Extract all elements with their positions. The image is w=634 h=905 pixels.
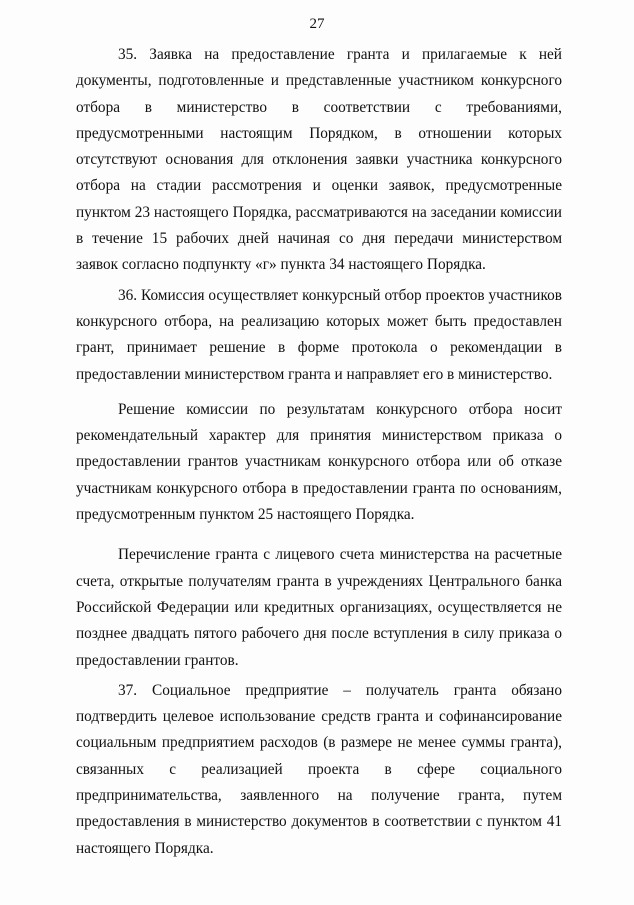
document-body bbox=[76, 42, 562, 862]
paragraph-35: 35. Заявка на предоставление гранта и прилагаемые к ней документы, подготовленные и представленные участником конкурсного отбора в министерство в соответствии с требованиями, предусмотренными настоящим Порядком, в отношении которых отсутствуют основания для отклонения заявки участника конкурсного отбора на стадии рассмотрения и оценки заявок, предусмотренные пунктом 23 настоящего Порядка, рассматриваются на заседании комиссии в течение 15 рабочих дней начиная со дня передачи министерством заявок согласно подпункту «г» пункта 34 настоящего Порядка. bbox=[76, 46, 562, 274]
page-number: 27 bbox=[309, 16, 325, 32]
paragraph-36: 36. Комиссия осуществляет конкурсный отбор проектов участников конкурсного отбора, на реализацию которых может быть предоставлен грант, принимает решение в форме протокола о рекомендации в предоставлении министерством гранта и направляет его в министерство. bbox=[76, 286, 562, 383]
paragraph-36-decision: Решение комиссии по результатам конкурсного отбора носит рекомендательный характер для принятия министерством приказа о предоставлении грантов участникам конкурсного отбора или об отказе участникам конкурсного отбора в предоставлении гранта по основаниям, предусмотренным пунктом 25 настоящего Порядка. bbox=[76, 400, 562, 524]
paragraph-36-transfer: Перечисление гранта с лицевого счета министерства на расчетные счета, открытые получателям гранта в учреждениях Центрального банка Российской Федерации или кредитных организациях, осуществляется не позднее двадцать пятого рабочего дня после вступления в силу приказа о предоставлении грантов. bbox=[76, 546, 562, 669]
paragraph-37: 37. Социальное предприятие – получатель гранта обязано подтвердить целевое использование средств гранта и софинансирование социальным предприятием расходов (в размере не менее суммы гранта), связанных с реализацией проекта в сфере социального предпринимательства, заявленного на получение гранта, путем предоставления в министерство документов в соответствии с пунктом 41 настоящего Порядка. bbox=[76, 681, 562, 857]
